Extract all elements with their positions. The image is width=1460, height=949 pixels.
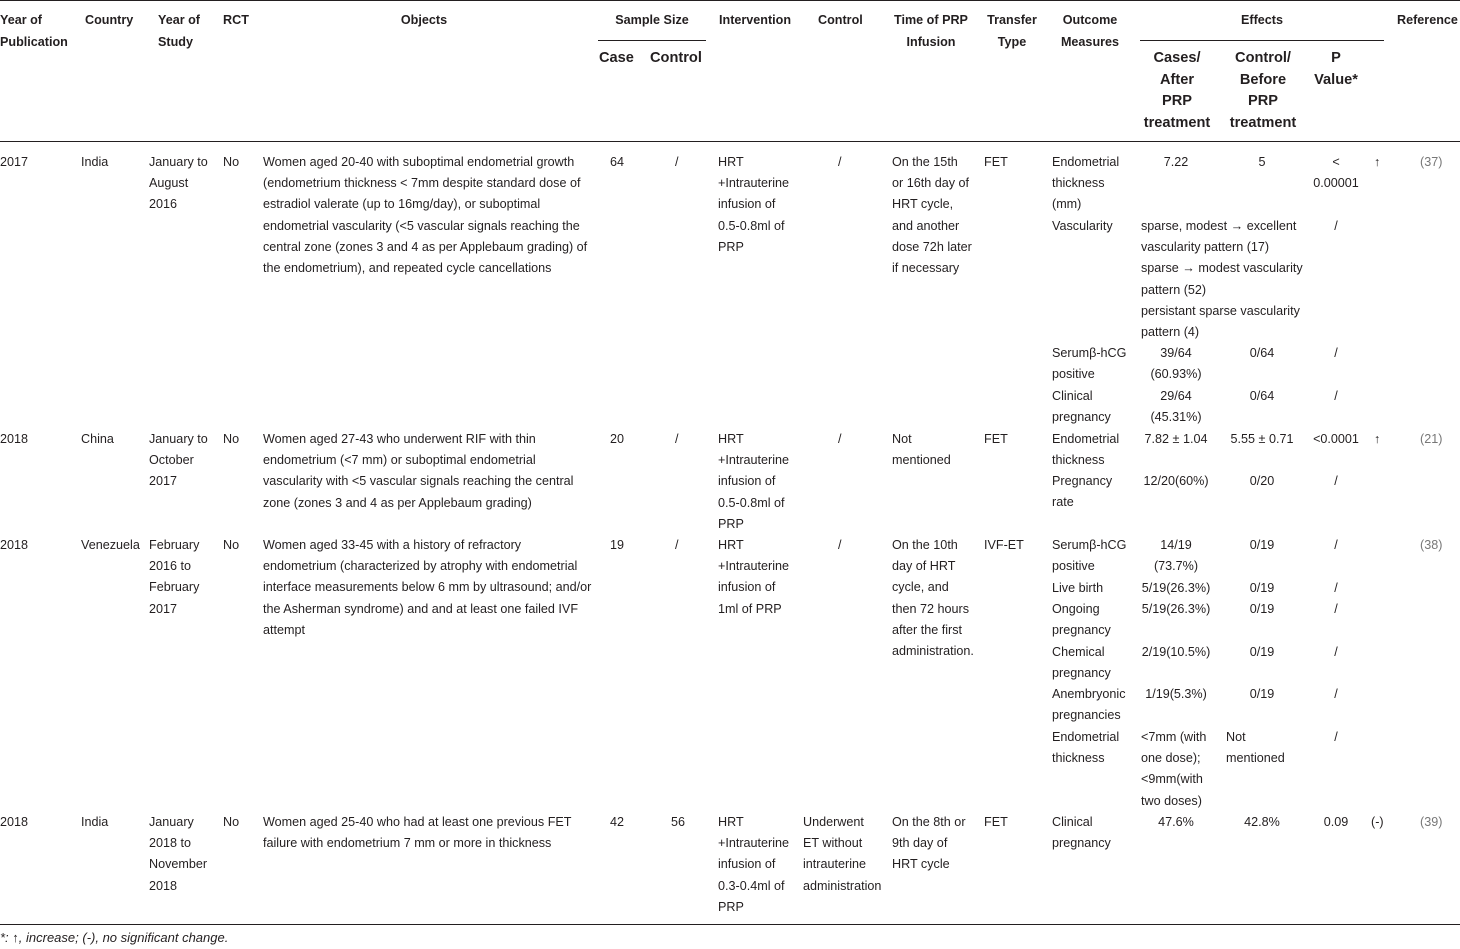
year-of-study: February 2016 to February 2017 <box>149 538 200 616</box>
outcome-measure: Chemical pregnancy <box>1052 645 1111 681</box>
p-value: / <box>1334 687 1338 701</box>
cases-after-value: 14/19 (73.7%) <box>1153 538 1199 574</box>
p-value: / <box>1334 389 1338 403</box>
p-value: / <box>1334 645 1338 659</box>
header-cases-after: Cases/ After PRP treatment <box>1143 50 1211 131</box>
table-footnote: *: ↑, increase; (-), no significant change. <box>0 930 229 945</box>
cases-after-value: sparse, modest → excellent vascularity pattern (17) sparse → modest vascularity pattern (52) persistant sparse vascularity pattern (4) <box>1141 219 1303 340</box>
year-of-study: January to August 2016 <box>149 155 208 212</box>
cases-after-value: 47.6% <box>1158 815 1194 829</box>
outcome-measure: Pregnancy rate <box>1052 474 1113 510</box>
cases-after-value: <7mm (with one dose); <9mm(with two doses) <box>1141 730 1207 808</box>
p-value: / <box>1334 219 1338 233</box>
control-before-value: 5.55 ± 0.71 <box>1230 432 1294 446</box>
header-outcome-measures: Outcome Measures <box>1060 13 1120 49</box>
cases-after-value: 2/19(10.5%) <box>1141 645 1211 659</box>
reference-link[interactable]: (39) <box>1420 815 1443 829</box>
table-top-rule <box>0 0 1460 1</box>
p-value: / <box>1334 538 1338 552</box>
control-before-value: 0/19 <box>1249 538 1275 552</box>
intervention: HRT +Intrauterine infusion of 0.5-0.8ml of PRP <box>718 432 790 531</box>
sample-size-underline <box>598 40 706 41</box>
year-of-publication: 2018 <box>0 432 29 446</box>
control-before-value: 0/19 <box>1249 602 1275 616</box>
header-country: Country <box>85 13 134 27</box>
header-p-value: P Value* <box>1314 50 1358 88</box>
p-value: / <box>1334 346 1338 360</box>
rct: No <box>223 155 240 169</box>
case-count: 64 <box>610 155 625 169</box>
objects: Women aged 27-43 who underwent RIF with thin endometrium (<7 mm) or suboptimal endometrial vascularity with <5 vascular signals reaching the central zone (zones 3 and 4 as per Applebaum grading) <box>263 432 574 510</box>
header-time-of-prp-infusion: Time of PRP Infusion <box>894 13 968 49</box>
country: Venezuela <box>81 538 140 552</box>
p-value: <0.0001 <box>1313 432 1359 446</box>
p-value: / <box>1334 730 1338 744</box>
outcome-measure: Vascularity <box>1052 219 1113 233</box>
trend-indicator: ↑ <box>1374 155 1381 169</box>
control-before-value: Not mentioned <box>1226 730 1285 766</box>
reference-link[interactable]: (37) <box>1420 155 1443 169</box>
header-year-of-study: Year of Study <box>158 13 200 49</box>
reference-link[interactable]: (21) <box>1420 432 1443 446</box>
control: / <box>838 538 842 552</box>
transfer-type: FET <box>984 815 1008 829</box>
p-value: 0.09 <box>1323 815 1349 829</box>
year-of-study: January to October 2017 <box>149 432 208 489</box>
transfer-type: FET <box>984 432 1008 446</box>
intervention: HRT +Intrauterine infusion of 1ml of PRP <box>718 538 790 616</box>
effects-underline <box>1140 40 1384 41</box>
control: Underwent ET without intrauterine administration <box>803 815 882 893</box>
header-rct: RCT <box>223 13 249 27</box>
p-value: / <box>1334 474 1338 488</box>
outcome-measure: Endometrial thickness <box>1052 432 1120 468</box>
outcome-measure: Live birth <box>1052 581 1104 595</box>
rct: No <box>223 538 240 552</box>
control-count: / <box>675 432 679 446</box>
cases-after-value: 7.82 ± 1.04 <box>1144 432 1208 446</box>
time-of-prp-infusion: On the 15th or 16th day of HRT cycle, and another dose 72h later if necessary <box>892 155 972 276</box>
trend-indicator: ↑ <box>1374 432 1381 446</box>
cases-after-value: 1/19(5.3%) <box>1145 687 1207 701</box>
outcome-measure: Anembryonic pregnancies <box>1052 687 1126 723</box>
control-before-value: 42.8% <box>1244 815 1280 829</box>
time-of-prp-infusion: On the 10th day of HRT cycle, and then 72 hours after the first administration. <box>892 538 974 659</box>
year-of-publication: 2018 <box>0 538 29 552</box>
time-of-prp-infusion: Not mentioned <box>892 432 951 468</box>
cases-after-value: 29/64 (45.31%) <box>1150 389 1202 425</box>
intervention: HRT +Intrauterine infusion of 0.5-0.8ml of PRP <box>718 155 790 254</box>
control: / <box>838 432 842 446</box>
header-effects: Effects <box>1241 13 1283 27</box>
year-of-publication: 2017 <box>0 155 29 169</box>
header-sample-size: Sample Size <box>615 13 689 27</box>
header-objects: Objects <box>400 13 448 27</box>
header-year-of-publication: Year of Publication <box>0 13 68 49</box>
control-before-value: 0/19 <box>1249 687 1275 701</box>
year-of-publication: 2018 <box>0 815 29 829</box>
rct: No <box>223 815 240 829</box>
objects: Women aged 33-45 with a history of refractory endometrium (characterized by atrophy with endometrial interface measurements below 6 mm by ultrasound; and/or the Asherman syndrome) and and at least one failed IVF attempt <box>263 538 592 637</box>
table-bottom-rule <box>0 924 1460 925</box>
header-reference: Reference <box>1397 13 1458 27</box>
control-count: 56 <box>671 815 686 829</box>
outcome-measure: Endometrial thickness <box>1052 730 1120 766</box>
objects: Women aged 20-40 with suboptimal endometrial growth (endometrium thickness < 7mm despite standard dose of estradiol valerate (up to 16mg/day), or suboptimal endometrial vascularity (<5 vascular signals reaching the central zone (zones 3 and 4 as per Applebaum grading) of the endometrium), and repeated cycle cancellations <box>263 155 588 276</box>
case-count: 42 <box>610 815 625 829</box>
header-control-n: Control <box>650 50 702 66</box>
outcome-measure: Ongoing pregnancy <box>1052 602 1111 638</box>
year-of-study: January 2018 to November 2018 <box>149 815 208 893</box>
transfer-type: IVF-ET <box>984 538 1024 552</box>
control-count: / <box>675 538 679 552</box>
outcome-measure: Clinical pregnancy <box>1052 389 1111 425</box>
p-value: < 0.00001 <box>1313 155 1359 191</box>
cases-after-value: 7.22 <box>1163 155 1189 169</box>
p-value: / <box>1334 581 1338 595</box>
control-before-value: 0/64 <box>1249 346 1275 360</box>
header-transfer-type: Transfer Type <box>987 13 1037 49</box>
rct: No <box>223 432 240 446</box>
outcome-measure: Serumβ-hCG positive <box>1052 538 1127 574</box>
cases-after-value: 12/20(60%) <box>1143 474 1209 488</box>
control-before-value: 0/64 <box>1249 389 1275 403</box>
header-control: Control <box>818 13 863 27</box>
cases-after-value: 5/19(26.3%) <box>1141 581 1211 595</box>
header-bottom-rule <box>0 141 1460 142</box>
reference-link[interactable]: (38) <box>1420 538 1443 552</box>
outcome-measure: Clinical pregnancy <box>1052 815 1111 851</box>
case-count: 19 <box>610 538 625 552</box>
control-before-value: 0/19 <box>1249 645 1275 659</box>
header-case: Case <box>599 50 634 66</box>
control-count: / <box>675 155 679 169</box>
case-count: 20 <box>610 432 625 446</box>
control-before-value: 5 <box>1258 155 1266 169</box>
control-before-value: 0/19 <box>1249 581 1275 595</box>
outcome-measure: Endometrial thickness (mm) <box>1052 155 1120 212</box>
cases-after-value: 39/64 (60.93%) <box>1150 346 1202 382</box>
trend-indicator: (-) <box>1371 815 1384 829</box>
control: / <box>838 155 842 169</box>
outcome-measure: Serumβ-hCG positive <box>1052 346 1127 382</box>
country: India <box>81 815 109 829</box>
cases-after-value: 5/19(26.3%) <box>1141 602 1211 616</box>
p-value: / <box>1334 602 1338 616</box>
transfer-type: FET <box>984 155 1008 169</box>
control-before-value: 0/20 <box>1249 474 1275 488</box>
country: China <box>81 432 114 446</box>
intervention: HRT +Intrauterine infusion of 0.3-0.4ml of PRP <box>718 815 790 914</box>
objects: Women aged 25-40 who had at least one previous FET failure with endometrium 7 mm or more in thickness <box>263 815 572 851</box>
time-of-prp-infusion: On the 8th or 9th day of HRT cycle <box>892 815 966 872</box>
header-control-before: Control/ Before PRP treatment <box>1229 50 1297 131</box>
country: India <box>81 155 109 169</box>
header-intervention: Intervention <box>719 13 792 27</box>
